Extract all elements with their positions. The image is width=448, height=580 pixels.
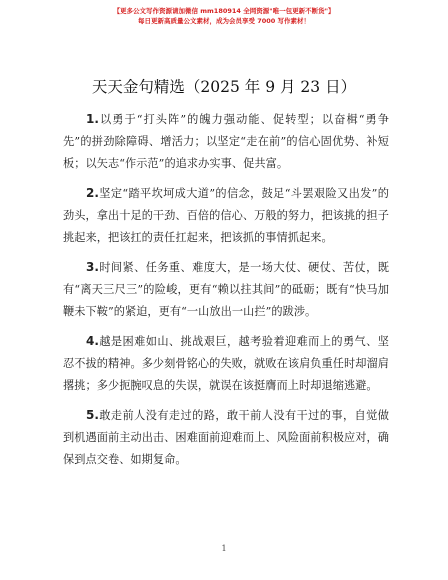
paragraph-text: 敢走前人没有走过的路，敢干前人没有干过的事，自觉做到机遇面前主动出击、困难面前迎难而上、风险面前积极应对，确保到点交卷、如期复命。 — [63, 409, 389, 466]
paragraph-text: 坚定“踏平坎坷成大道”的信念，鼓足“斗罢艰险又出发”的劲头，拿出十足的干劲、百倍的信心、万般的努力，把该挑的担子挑起来，把该扛的责任扛起来，把该抓的事情抓起来。 — [63, 187, 389, 244]
banner-line-1: 【更多公文写作资源请加微信 mm180914 全网资源"唯一包更新不断货"】 — [113, 7, 335, 15]
paragraph-1 — [63, 108, 389, 175]
paragraph-3 — [63, 256, 389, 323]
paragraph-text: 以勇于“打头阵”的魄力强动能、促转型；以奋楫“勇争先”的拼劲除障碍、增活力；以坚定“走在前”的信心固优势、补短板；以矢志“作示范”的追求办实事、促共富。 — [63, 113, 389, 170]
banner-line-2: 每日更新高质量公文素材，成为会员享受 7000 写作素材！ — [137, 17, 311, 25]
header-banner — [0, 6, 448, 26]
paragraph-number: 2. — [85, 186, 99, 200]
paragraph-text: 时间紧、任务重、难度大，是一场大仗、硬仗、苦仗，既有“离天三尺三”的险峻，更有“赖以拄其间”的砥砺；既有“快马加鞭未下鞍”的紧迫，更有“一山放出一山拦”的跋涉。 — [63, 261, 389, 318]
paragraph-number: 5. — [85, 408, 99, 422]
document-title: 天天金句精选（2025 年 9 月 23 日） — [91, 78, 357, 96]
paragraph-number: 4. — [85, 334, 99, 348]
document-body — [63, 108, 389, 478]
paragraph-5 — [63, 404, 389, 471]
paragraph-number: 1. — [85, 112, 99, 126]
paragraph-4 — [63, 330, 389, 397]
page-number: 1 — [221, 544, 227, 553]
paragraph-2 — [63, 182, 389, 249]
paragraph-text: 越是困难如山、挑战艰巨，越考验着迎难而上的勇气、坚忍不拔的精神。多少刻骨铭心的失败，就败在该肩负重任时却溜肩撂挑；多少扼腕叹息的失误，就误在该挺膺而上时却退缩逃避。 — [63, 335, 389, 392]
paragraph-number: 3. — [85, 260, 99, 274]
